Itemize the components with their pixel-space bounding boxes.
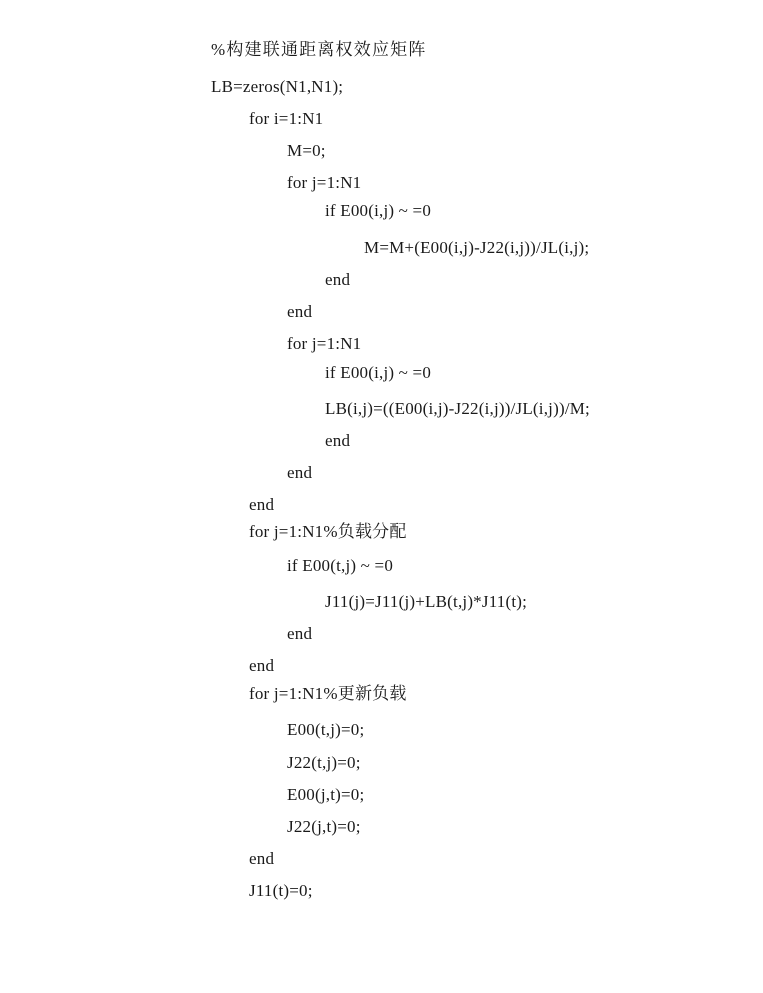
code-line: M=M+(E00(i,j)-J22(i,j))/JL(i,j); [364, 238, 590, 257]
code-line: for j=1:N1 [287, 173, 362, 192]
code-line: J11(j)=J11(j)+LB(t,j)*J11(t); [325, 592, 528, 611]
code-line: end [249, 849, 275, 868]
code-line: end [249, 656, 275, 675]
code-line: end [325, 270, 351, 289]
code-line: LB=zeros(N1,N1); [211, 77, 344, 96]
code-line: if E00(t,j) ~ =0 [287, 556, 394, 575]
code-line: for i=1:N1 [249, 109, 324, 128]
code-line: end [287, 302, 313, 321]
code-line: if E00(i,j) ~ =0 [325, 201, 432, 220]
code-line: M=0; [287, 141, 326, 160]
code-line: for j=1:N1%负载分配 [249, 522, 407, 541]
code-line: for j=1:N1 [287, 334, 362, 353]
code-line: end [287, 624, 313, 643]
code-line: for j=1:N1%更新负载 [249, 684, 407, 703]
code-line: %构建联通距离权效应矩阵 [211, 40, 427, 59]
code-line: end [325, 431, 351, 450]
code-line: J22(t,j)=0; [287, 753, 361, 772]
code-line: if E00(i,j) ~ =0 [325, 363, 432, 382]
code-line: end [249, 495, 275, 514]
code-line: end [287, 463, 313, 482]
code-line: E00(j,t)=0; [287, 785, 365, 804]
code-line: J11(t)=0; [249, 881, 313, 900]
code-line: J22(j,t)=0; [287, 817, 361, 836]
code-line: LB(i,j)=((E00(i,j)-J22(i,j))/JL(i,j))/M; [325, 399, 590, 418]
code-line: E00(t,j)=0; [287, 720, 365, 739]
